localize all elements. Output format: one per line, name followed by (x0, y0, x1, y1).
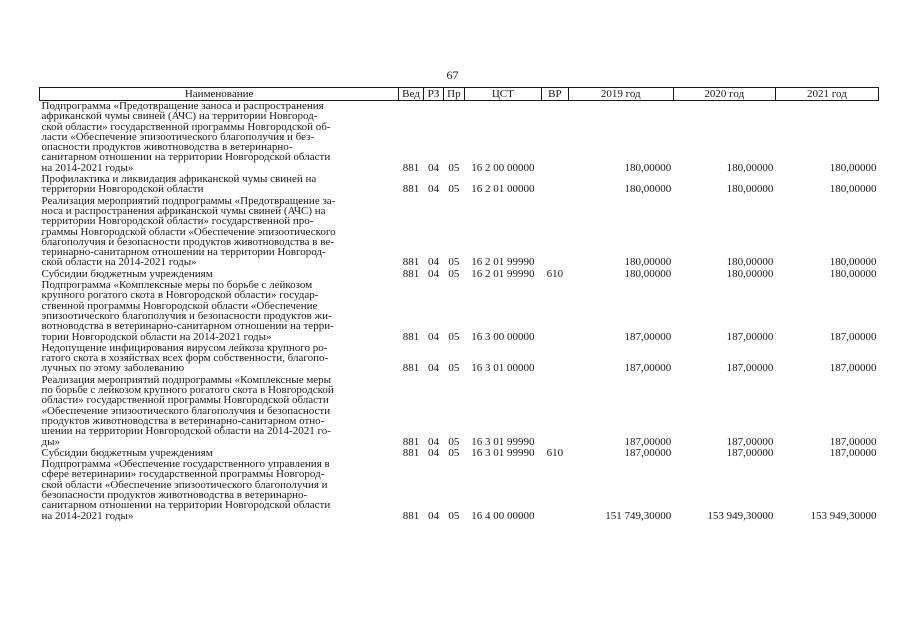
row-vr (542, 195, 569, 268)
row-2020: 187,00000 (726, 330, 774, 343)
row-name (40, 101, 399, 174)
row-vr: 610 (546, 267, 564, 280)
row-2019: 187,00000 (624, 362, 672, 375)
row-2021: 180,00000 (829, 161, 877, 174)
row-name-line: продуктов животноводства в ветеринарно-санитарном отно- (41, 414, 325, 427)
row-2019: 180,00000 (624, 256, 672, 269)
row-name-line: африканской чумы свиней (АЧС) на территории Новгород- (41, 110, 318, 123)
row-name (40, 195, 399, 268)
row-2019: 187,00000 (624, 435, 672, 448)
row-pr: 05 (448, 330, 460, 343)
row-pr: 05 (448, 161, 460, 174)
row-cst: 16 3 01 99990 (471, 446, 535, 459)
table-row (40, 374, 879, 447)
row-vr (542, 173, 569, 195)
row-pr: 05 (448, 435, 460, 448)
table-row (40, 279, 879, 342)
page-number: 67 (446, 68, 459, 82)
row-name-line: Подпрограмма «Обеспечение государственного управления в (41, 458, 330, 471)
row-rz: 04 (427, 330, 439, 343)
row-pr: 05 (448, 256, 460, 269)
row-2019: 180,00000 (624, 267, 672, 280)
row-name-line: области» государственной программы Новгородской области (41, 394, 329, 407)
header-name: Наименование (40, 88, 399, 101)
row-name-line: Реализация мероприятий подпрограммы «Предотвращение за- (41, 194, 336, 207)
row-vr (542, 101, 569, 174)
header-pr: Пр (444, 88, 464, 101)
row-rz: 04 (427, 435, 439, 448)
row-name-line: территории Новгородской области» государственной про- (41, 215, 314, 228)
row-cst: 16 2 00 00000 (471, 161, 535, 174)
header-2019: 2019 год (568, 88, 673, 101)
row-2021: 187,00000 (829, 362, 877, 375)
row-ved: 881 (402, 330, 420, 343)
row-2020: 153 949,30000 (707, 509, 774, 522)
row-name-line: ласти «Обеспечение эпизоотического благополучия и без- (41, 130, 315, 143)
row-pr: 05 (448, 509, 460, 522)
row-ved: 881 (402, 509, 420, 522)
row-2020: 180,00000 (726, 256, 774, 269)
row-vr: 610 (546, 446, 564, 459)
row-vr (542, 374, 569, 447)
row-2020: 187,00000 (726, 435, 774, 448)
row-rz: 04 (427, 256, 439, 269)
row-pr: 05 (448, 183, 460, 196)
row-name-line: сфере ветеринарии» государственной программы Новгород- (41, 468, 325, 481)
row-cst: 16 3 01 99990 (471, 435, 535, 448)
row-2021: 187,00000 (829, 446, 877, 459)
row-name (40, 342, 399, 374)
row-name-line: санитарном отношении на территории Новгородской области (41, 151, 331, 164)
header-2021: 2021 год (775, 88, 878, 101)
row-ved: 881 (402, 362, 420, 375)
row-ved: 881 (402, 183, 420, 196)
header-cst: ЦСТ (464, 88, 542, 101)
row-2019: 187,00000 (624, 446, 672, 459)
row-2020: 180,00000 (726, 183, 774, 196)
row-name-line: на 2014-2021 годы» (41, 509, 134, 522)
row-vr (542, 458, 569, 521)
row-name-line: Субсидии бюджетным учреждениям (41, 446, 213, 459)
header-vr: ВР (542, 88, 569, 101)
row-2021: 180,00000 (829, 256, 877, 269)
table-row (40, 101, 879, 174)
row-2020: 180,00000 (726, 161, 774, 174)
header-2020: 2020 год (673, 88, 775, 101)
table-row (40, 342, 879, 374)
row-rz: 04 (427, 509, 439, 522)
row-2021: 153 949,30000 (810, 509, 877, 522)
row-vr (542, 342, 569, 374)
row-name-line: Недопущение инфицирования вирусом лейкоза крупного ро- (41, 341, 328, 354)
row-name-line: носа и распространения африканской чумы свиней (АЧС) на (41, 204, 326, 217)
row-name-line: граммы Новгородской области «Обеспечение эпизоотического (41, 225, 336, 238)
row-name-line: гатого скота в хозяйствах всех форм собственности, благопо- (41, 352, 329, 365)
row-name-line: Субсидии бюджетным учреждениям (41, 267, 213, 280)
row-name-line: Профилактика и ликвидация африканской чумы свиней на (41, 173, 317, 186)
row-rz: 04 (427, 446, 439, 459)
row-name-line: Подпрограмма «Предотвращение заноса и распространения (41, 100, 324, 112)
row-cst: 16 3 00 00000 (471, 330, 535, 343)
row-name-line: эпизоотического благополучия и безопасности продуктов жи- (41, 309, 332, 322)
table-row (40, 195, 879, 268)
row-cst: 16 2 01 99990 (471, 267, 535, 280)
row-name-line: крупного рогатого скота в Новгородской области» государ- (41, 289, 319, 302)
row-2021: 180,00000 (829, 183, 877, 196)
table-header (40, 88, 879, 101)
row-name-line: лучных по этому заболеванию (41, 362, 185, 375)
row-vr (542, 279, 569, 342)
row-rz: 04 (427, 267, 439, 280)
row-name-line: опасности продуктов животноводства в ветеринарно- (41, 141, 293, 154)
row-ved: 881 (402, 256, 420, 269)
row-name (40, 173, 399, 195)
row-name-line: «Обеспечение эпизоотического благополучия и безопасности (41, 404, 331, 417)
row-2020: 180,00000 (726, 267, 774, 280)
row-pr: 05 (448, 446, 460, 459)
row-name-line: ской области» государственной программы Новгородской об- (41, 120, 331, 133)
header-rz: РЗ (423, 88, 443, 101)
row-rz: 04 (427, 161, 439, 174)
row-2019: 187,00000 (624, 330, 672, 343)
row-2021: 187,00000 (829, 330, 877, 343)
row-2019: 180,00000 (624, 161, 672, 174)
row-rz: 04 (427, 183, 439, 196)
table-row (40, 447, 879, 458)
row-name-line: Реализация мероприятий подпрограммы «Комплексные меры (41, 373, 332, 386)
row-name-line: безопасности продуктов животноводства в ветеринарно- (41, 488, 308, 501)
row-2019: 151 749,30000 (605, 509, 672, 522)
row-2020: 187,00000 (726, 362, 774, 375)
row-2019: 180,00000 (624, 183, 672, 196)
row-name-line: вотноводства в ветеринарно-санитарном отношении на терри- (41, 320, 334, 333)
row-cst: 16 4 00 00000 (471, 509, 535, 522)
row-name (40, 279, 399, 342)
row-rz: 04 (427, 362, 439, 375)
row-name-line: по борьбе с лейкозом крупного рогатого скота в Новгородской (41, 384, 334, 397)
row-name-line: санитарном отношении на территории Новгородской области (41, 499, 331, 512)
budget-table (39, 87, 879, 521)
row-ved: 881 (402, 161, 420, 174)
row-name-line: ской области «Обеспечение эпизоотического благополучия и (41, 478, 328, 491)
row-cst: 16 2 01 99990 (471, 256, 535, 269)
row-ved: 881 (402, 267, 420, 280)
row-pr: 05 (448, 267, 460, 280)
row-pr: 05 (448, 362, 460, 375)
row-name-line: теринарно-санитарном отношении на территории Новгород- (41, 246, 326, 259)
table-row (40, 268, 879, 279)
row-name-line: благополучия и безопасности продуктов животноводства в ве- (41, 235, 334, 248)
row-name-line: Подпрограмма «Комплексные меры по борьбе с лейкозом (41, 279, 313, 292)
row-2020: 187,00000 (726, 446, 774, 459)
row-name-line: ственной программы Новгородской области «Обеспечение (41, 299, 318, 312)
row-2021: 187,00000 (829, 435, 877, 448)
row-cst: 16 3 01 00000 (471, 362, 535, 375)
row-name (40, 447, 399, 458)
row-name-line: ды» (41, 435, 60, 448)
header-ved: Вед (399, 88, 423, 101)
row-name (40, 268, 399, 279)
row-name (40, 458, 399, 521)
row-name-line: тории Новгородской области на 2014-2021 годы» (41, 330, 272, 343)
row-ved: 881 (402, 446, 420, 459)
row-name-line: шении на территории Новгородской области на 2014-2021 го- (41, 425, 331, 438)
table-body (40, 101, 879, 521)
row-ved: 881 (402, 435, 420, 448)
row-name-line: территории Новгородской области (41, 183, 204, 196)
row-2021: 180,00000 (829, 267, 877, 280)
table-row (40, 458, 879, 521)
row-name (40, 374, 399, 447)
row-name-line: ской области на 2014-2021 годы» (41, 256, 197, 269)
row-name-line: на 2014-2021 годы» (41, 161, 134, 174)
row-cst: 16 2 01 00000 (471, 183, 535, 196)
table-row (40, 173, 879, 195)
